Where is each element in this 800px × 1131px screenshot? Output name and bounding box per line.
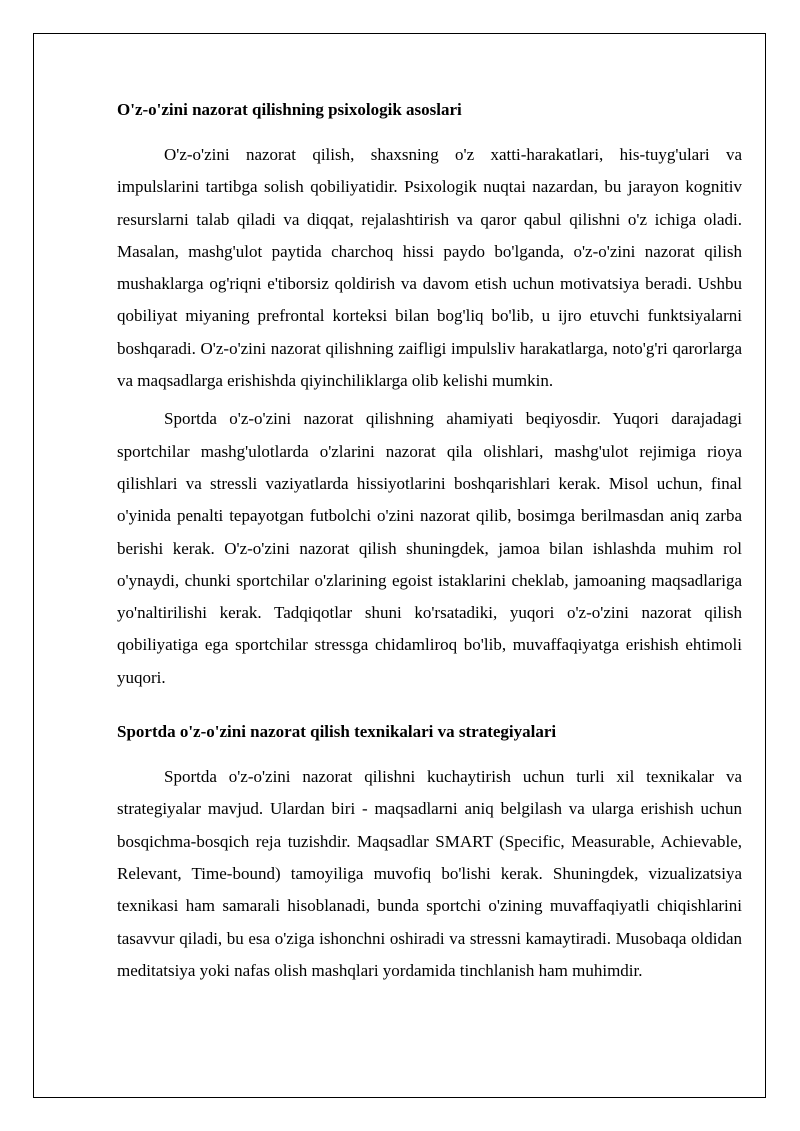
section-techniques-strategies (117, 717, 742, 987)
document-body (117, 95, 742, 987)
section-heading: O'z-o'zini nazorat qilishning psixologik asoslari (117, 100, 462, 119)
paragraph: Sportda o'z-o'zini nazorat qilishning ahamiyati beqiyosdir. Yuqori darajadagi sportchilar mashg'ulotlarda o'zlarini nazorat qila olishlari, mashg'ulot rejimiga rioya qilishlari va stressli vaziyatlarda hissiyotlarini boshqarishlari kerak. Misol uchun, final o'yinida penalti tepayotgan futbolchi o'zini nazorat qilib, bosimga berilmasdan aniq zarba berishi kerak. O'z-o'zini nazorat qilish shuningdek, jamoa bilan ishlashda muhim rol o'ynaydi, chunki sportchilar o'zlarining egoist istaklarini cheklab, jamoaning maqsadlariga yo'naltirilishi kerak. Tadqiqotlar shuni ko'rsatadiki, yuqori o'z-o'zini nazorat qilish qobiliyatiga ega sportchilar stressga chidamliroq bo'lib, muvaffaqiyatga erishish ehtimoli yuqori. (117, 409, 742, 687)
section-heading: Sportda o'z-o'zini nazorat qilish texnikalari va strategiyalari (117, 722, 557, 742)
paragraph: O'z-o'zini nazorat qilish, shaxsning o'z xatti-harakatlari, his-tuyg'ulari va impulslarini tartibga solish qobiliyatidir. Psixologik nuqtai nazardan, bu jarayon kognitiv resurslarni talab qiladi va diqqat, rejalashtirish va qaror qabul qilishni o'z ichiga oladi. Masalan, mashg'ulot paytida charchoq hissi paydo bo'lganda, o'z-o'zini nazorat qilish mushaklarga og'riqni e'tiborsiz qoldirish va davom etish uchun motivatsiya beradi. Ushbu qobiliyat miyaning prefrontal korteksi bilan bog'liq bo'lib, u ijro etuvchi funktsiyalarni boshqaradi. O'z-o'zini nazorat qilishning zaifligi impulsliv harakatlarga, noto'g'ri qarorlarga va maqsadlarga erishishda qiyinchiliklarga olib kelishi mumkin. (117, 145, 742, 391)
paragraph: Sportda o'z-o'zini nazorat qilishni kuchaytirish uchun turli xil texnikalar va strategiyalar mavjud. Ulardan biri - maqsadlarni aniq belgilash va ularga erishish uchun bosqichma-bosqich reja tuzishdir. Maqsadlar SMART (Specific, Measurable, Achievable, Relevant, Time-bound) tamoyiliga muvofiq bo'lishi kerak. Shuningdek, vizualizatsiya texnikasi ham samarali hisoblanadi, bunda sportchi o'zining muvaffaqiyatli chiqishlarini tasavvur qiladi, bu esa o'ziga ishonchni oshiradi va stressni kamaytiradi. Musobaqa oldidan meditatsiya yoki nafas olish mashqlari yordamida tinchlanish ham muhimdir. (117, 767, 742, 980)
section-psychological-foundations (117, 95, 742, 694)
